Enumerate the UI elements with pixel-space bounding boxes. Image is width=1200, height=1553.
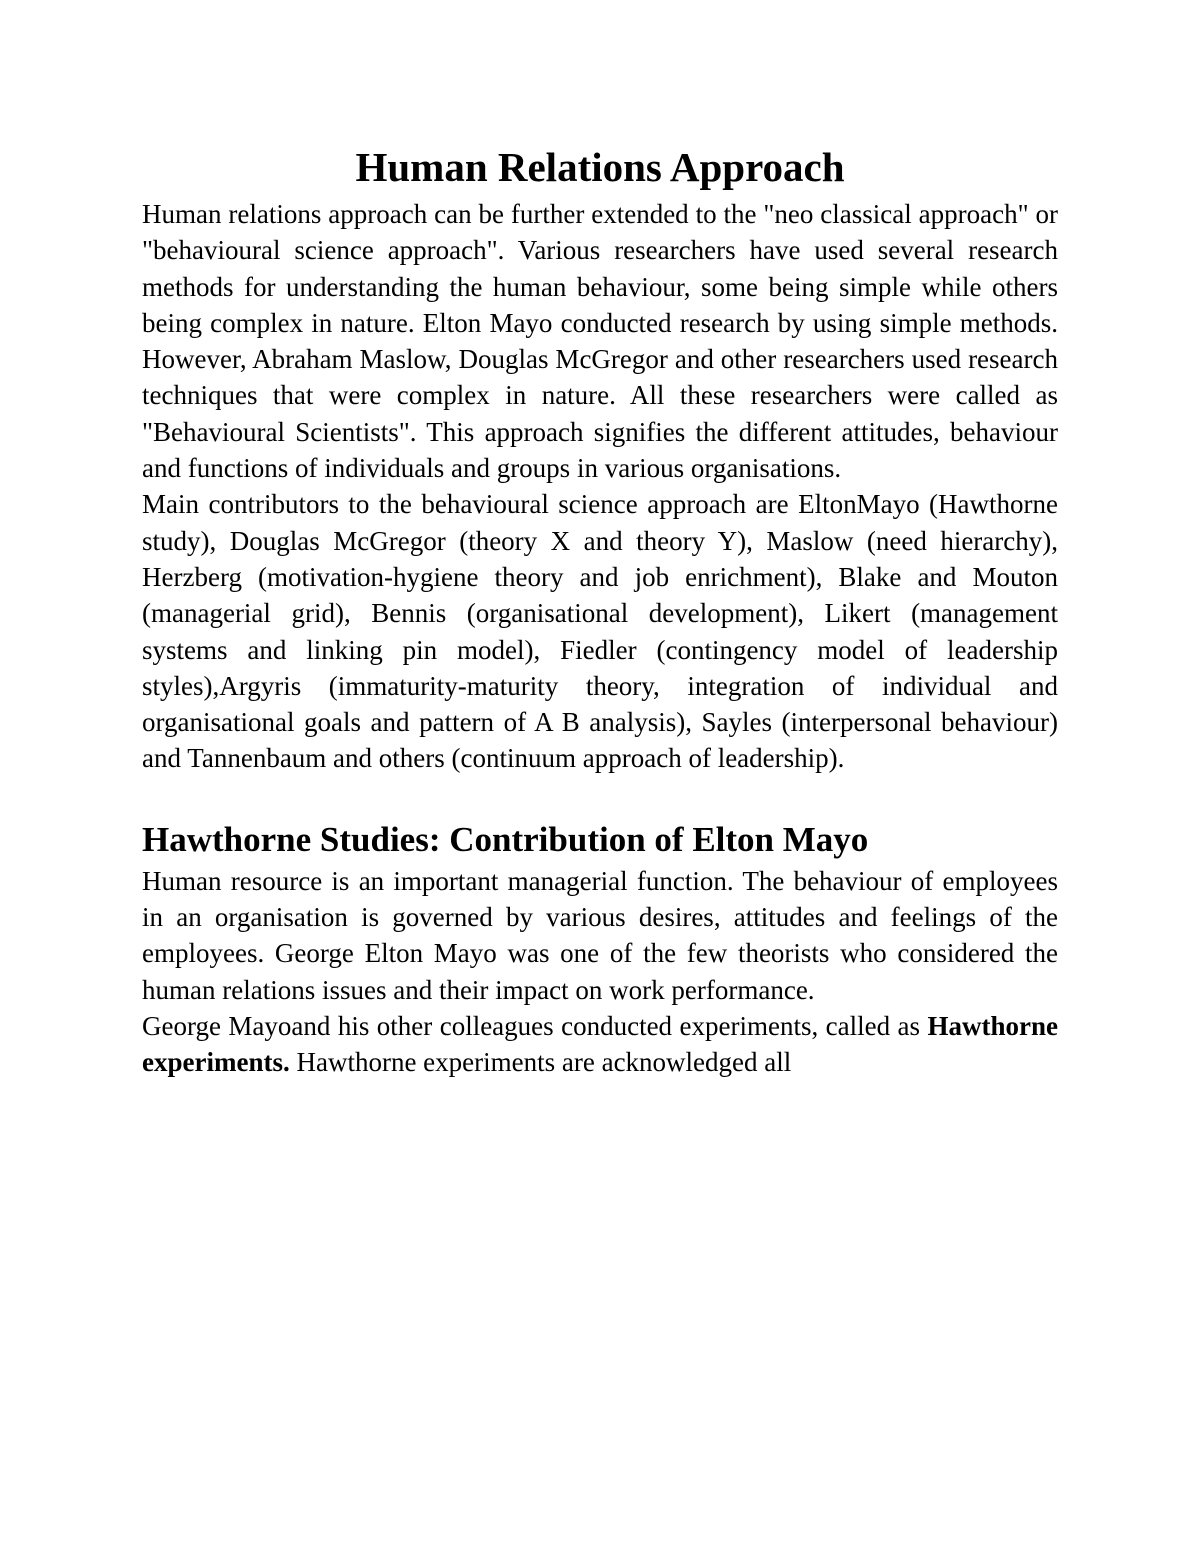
paragraph-human-resource: Human resource is an important managerial function. The behaviour of employees in an organisation is governed by various desires, attitudes and feelings of the employees. George Elton Mayo was one of the few theorists who considered the human relations issues and their impact on work performance. (142, 865, 1058, 1005)
document-content (142, 138, 1058, 1081)
paragraph-hawthorne-tail: Hawthorne experiments are acknowledged all (289, 1047, 792, 1078)
paragraph-intro: Human relations approach can be further extended to the "neo classical approach" or "behavioural science approach". Various researchers have used several research methods for understanding the human behaviour, some being simple while others being complex in nature. Elton Mayo conducted research by using simple methods. However, Abraham Maslow, Douglas McGregor and other researchers used research techniques that were complex in nature. All these researchers were called as "Behavioural Scientists". This approach signifies the different attitudes, behaviour and functions of individuals and groups in various organisations. (142, 199, 1058, 484)
section-heading: Hawthorne Studies: Contribution of Elton Mayo (142, 819, 869, 859)
paragraph-hawthorne (142, 1008, 1058, 1081)
page-title: Human Relations Approach (355, 144, 845, 190)
paragraph-hawthorne-lead: George Mayoand his other colleagues conducted experiments, called as (142, 1010, 928, 1041)
hawthorne-experiments-bold: Hawthorne experiments. (142, 1010, 1058, 1078)
paragraph-contributors: Main contributors to the behavioural science approach are EltonMayo (Hawthorne study), Douglas McGregor (theory X and theory Y), Maslow (need hierarchy), Herzberg (motivation-hygiene theory and job enrichment), Blake and Mouton (managerial grid), Bennis (organisational development), Likert (management systems and linking pin model), Fiedler (contingency model of leadership styles),Argyris (immaturity-maturity theory, integration of individual and organisational goals and pattern of A B analysis), Sayles (interpersonal behaviour) and Tannenbaum and others (continuum approach of leadership). (142, 489, 1058, 774)
